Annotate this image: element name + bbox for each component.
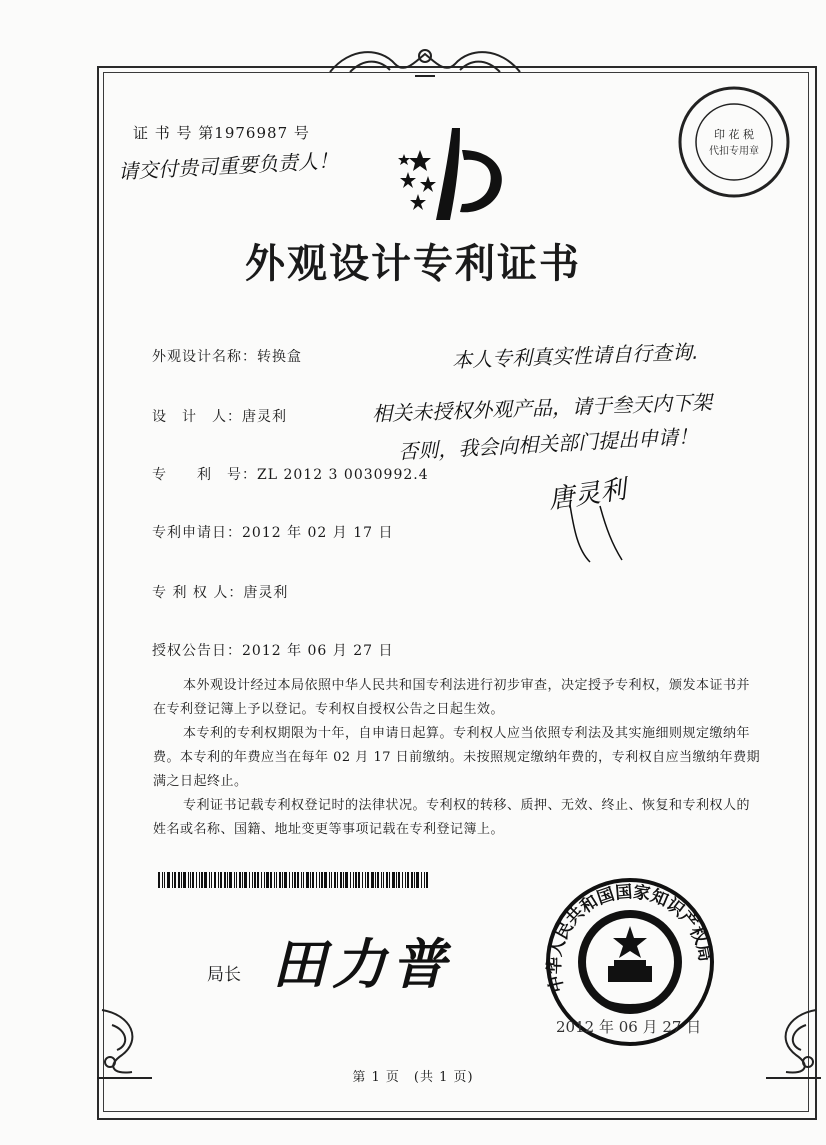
svg-text:印 花 税: 印 花 税 xyxy=(714,128,754,141)
barcode-bar xyxy=(158,872,160,888)
barcode-bar xyxy=(254,872,256,888)
page-title: 外观设计专利证书 xyxy=(245,241,581,287)
barcode-bar xyxy=(426,872,428,888)
barcode-bar xyxy=(244,872,247,888)
barcode-bar xyxy=(172,872,173,888)
barcode-bar xyxy=(211,872,212,888)
field-label: 专利申请日： xyxy=(152,525,242,541)
barcode-bar xyxy=(257,872,259,888)
barcode-bar xyxy=(355,872,357,888)
paragraph-text: 本专利的专利权期限为十年，自申请日起算。专利权人应当依照专利法及其实施细则规定缴纳年费。本专利的年费应当在每年 02 月 17 日前缴纳。未按照规定缴纳年费的，专利权自应当缴纳年费期满之日起终止。 xyxy=(153,726,761,789)
barcode-bar xyxy=(310,872,311,888)
field-label: 专 利 权 人： xyxy=(152,585,244,601)
barcode-bar xyxy=(249,872,250,888)
barcode-bar xyxy=(319,872,320,888)
barcode-bar xyxy=(371,872,374,888)
seal-ring-text: 中华人民共和国国家知识产权局 xyxy=(544,882,716,995)
barcode-bar xyxy=(261,872,262,888)
barcode-bar xyxy=(392,872,395,888)
barcode-bar xyxy=(199,872,200,888)
barcode-bar xyxy=(421,872,422,888)
barcode-bar xyxy=(396,872,397,888)
barcode-bar xyxy=(375,872,376,888)
barcode-bar xyxy=(164,872,165,888)
barcode-bar xyxy=(334,872,336,888)
field-value: 转换盒 xyxy=(257,349,302,365)
barcode-bar xyxy=(316,872,317,888)
handwritten-note-line: 相关未授权外观产品，请于叁天内下架 xyxy=(371,390,713,426)
barcode-bar xyxy=(218,872,219,888)
barcode-bar xyxy=(402,872,403,888)
barcode-bar xyxy=(224,872,226,888)
barcode-bar xyxy=(331,872,332,888)
barcode-bar xyxy=(386,872,388,888)
barcode-bar xyxy=(324,872,327,888)
barcode-bar xyxy=(303,872,304,888)
barcode-bar xyxy=(284,872,287,888)
barcode-bar xyxy=(362,872,363,888)
barcode-bar xyxy=(398,872,400,888)
handwritten-note-line: 否则，我会向相关部门提出申请！ xyxy=(397,424,699,464)
barcode-bar xyxy=(383,872,384,888)
barcode-bar xyxy=(252,872,253,888)
barcode-bar xyxy=(365,872,366,888)
paragraph-text: 本外观设计经过本局依照中华人民共和国专利法进行初步审查，决定授予专利权，颁发本证书并在专利登记簿上予以登记。专利权自授权公告之日起生效。 xyxy=(153,678,751,717)
barcode-bar xyxy=(214,872,216,888)
svg-text:代扣专用章: 代扣专用章 xyxy=(709,146,759,157)
handwritten-top-note: 请交付贵司重要负责人！ xyxy=(117,148,339,184)
barcode-bar xyxy=(306,872,309,888)
barcode-bar xyxy=(239,872,241,888)
barcode-bar xyxy=(345,872,348,888)
barcode-bar xyxy=(350,872,351,888)
field-value: 唐灵利 xyxy=(242,409,287,425)
barcode-bar xyxy=(301,872,302,888)
field-label: 设 计 人： xyxy=(152,409,242,425)
field-label: 授权公告日： xyxy=(152,643,242,659)
barcode-bar xyxy=(220,872,222,888)
handwritten-signature: 唐灵利 xyxy=(546,474,629,516)
field-label: 外观设计名称： xyxy=(152,349,257,365)
paragraph-record xyxy=(153,794,763,842)
barcode-bar xyxy=(242,872,243,888)
barcode xyxy=(158,872,480,888)
barcode-bar xyxy=(188,872,189,888)
barcode-bar xyxy=(274,872,275,888)
barcode-bar xyxy=(270,872,272,888)
barcode-bar xyxy=(407,872,409,888)
field-label: 专 利 号： xyxy=(152,467,257,483)
field-patent-number xyxy=(152,464,429,484)
barcode-bar xyxy=(190,872,191,888)
barcode-bar xyxy=(192,872,194,888)
tax-stamp-seal-icon xyxy=(676,84,792,200)
barcode-bar xyxy=(340,872,342,888)
page-footer: 第 1 页 (共 1 页) xyxy=(352,1070,474,1085)
barcode-bar xyxy=(234,872,235,888)
barcode-bar xyxy=(411,872,413,888)
barcode-bar xyxy=(343,872,344,888)
barcode-bar xyxy=(414,872,415,888)
director-signature: 田力普 xyxy=(272,933,452,996)
barcode-bar xyxy=(329,872,330,888)
paragraph-term xyxy=(153,722,763,794)
barcode-bar xyxy=(167,872,170,888)
barcode-bar xyxy=(424,872,425,888)
barcode-bar xyxy=(294,872,296,888)
field-value: 2012 年 06 月 27 日 xyxy=(242,643,394,659)
barcode-bar xyxy=(201,872,203,888)
barcode-bar xyxy=(229,872,232,888)
barcode-bar xyxy=(178,872,180,888)
director-label: 局长 xyxy=(207,965,241,985)
barcode-bar xyxy=(181,872,182,888)
certificate-number: 证 书 号 第1976987 号 xyxy=(133,124,310,142)
barcode-bar xyxy=(389,872,390,888)
barcode-bar xyxy=(381,872,382,888)
barcode-bar xyxy=(204,872,207,888)
patent-office-emblem-icon xyxy=(390,120,520,230)
barcode-bar xyxy=(174,872,176,888)
barcode-bar xyxy=(209,872,210,888)
barcode-bar xyxy=(183,872,186,888)
field-value: 唐灵利 xyxy=(243,585,289,601)
field-designer xyxy=(152,406,287,426)
barcode-bar xyxy=(276,872,277,888)
field-value: ZL 2012 3 0030992.4 xyxy=(257,467,429,483)
barcode-bar xyxy=(312,872,314,888)
barcode-bar xyxy=(236,872,237,888)
barcode-bar xyxy=(282,872,283,888)
signature-stroke-icon xyxy=(560,500,640,570)
field-design-name xyxy=(152,346,302,366)
barcode-bar xyxy=(266,872,269,888)
barcode-bar xyxy=(416,872,419,888)
top-ornament-icon xyxy=(320,42,530,82)
barcode-bar xyxy=(227,872,228,888)
barcode-bar xyxy=(279,872,281,888)
barcode-bar xyxy=(289,872,290,888)
barcode-bar xyxy=(162,872,163,888)
paragraph-grant xyxy=(153,674,763,722)
handwritten-note-line: 本人专利真实性请自行查询. xyxy=(451,339,699,373)
barcode-bar xyxy=(321,872,323,888)
barcode-bar xyxy=(292,872,293,888)
paragraph-text: 专利证书记载专利权登记时的法律状况。专利权的转移、质押、无效、终止、恢复和专利权人的姓名或名称、国籍、地址变更等事项记载在专利登记簿上。 xyxy=(153,798,751,837)
barcode-bar xyxy=(264,872,265,888)
barcode-bar xyxy=(367,872,369,888)
field-patentee xyxy=(152,582,288,602)
barcode-bar xyxy=(405,872,406,888)
barcode-bar xyxy=(196,872,197,888)
barcode-bar xyxy=(353,872,354,888)
seal-date: 2012 年 06 月 27 日 xyxy=(556,1018,702,1036)
barcode-bar xyxy=(358,872,360,888)
field-grant-date xyxy=(152,640,394,660)
field-application-date xyxy=(152,522,394,542)
barcode-bar xyxy=(377,872,379,888)
barcode-bar xyxy=(337,872,338,888)
field-value: 2012 年 02 月 17 日 xyxy=(242,525,394,541)
barcode-bar xyxy=(297,872,299,888)
